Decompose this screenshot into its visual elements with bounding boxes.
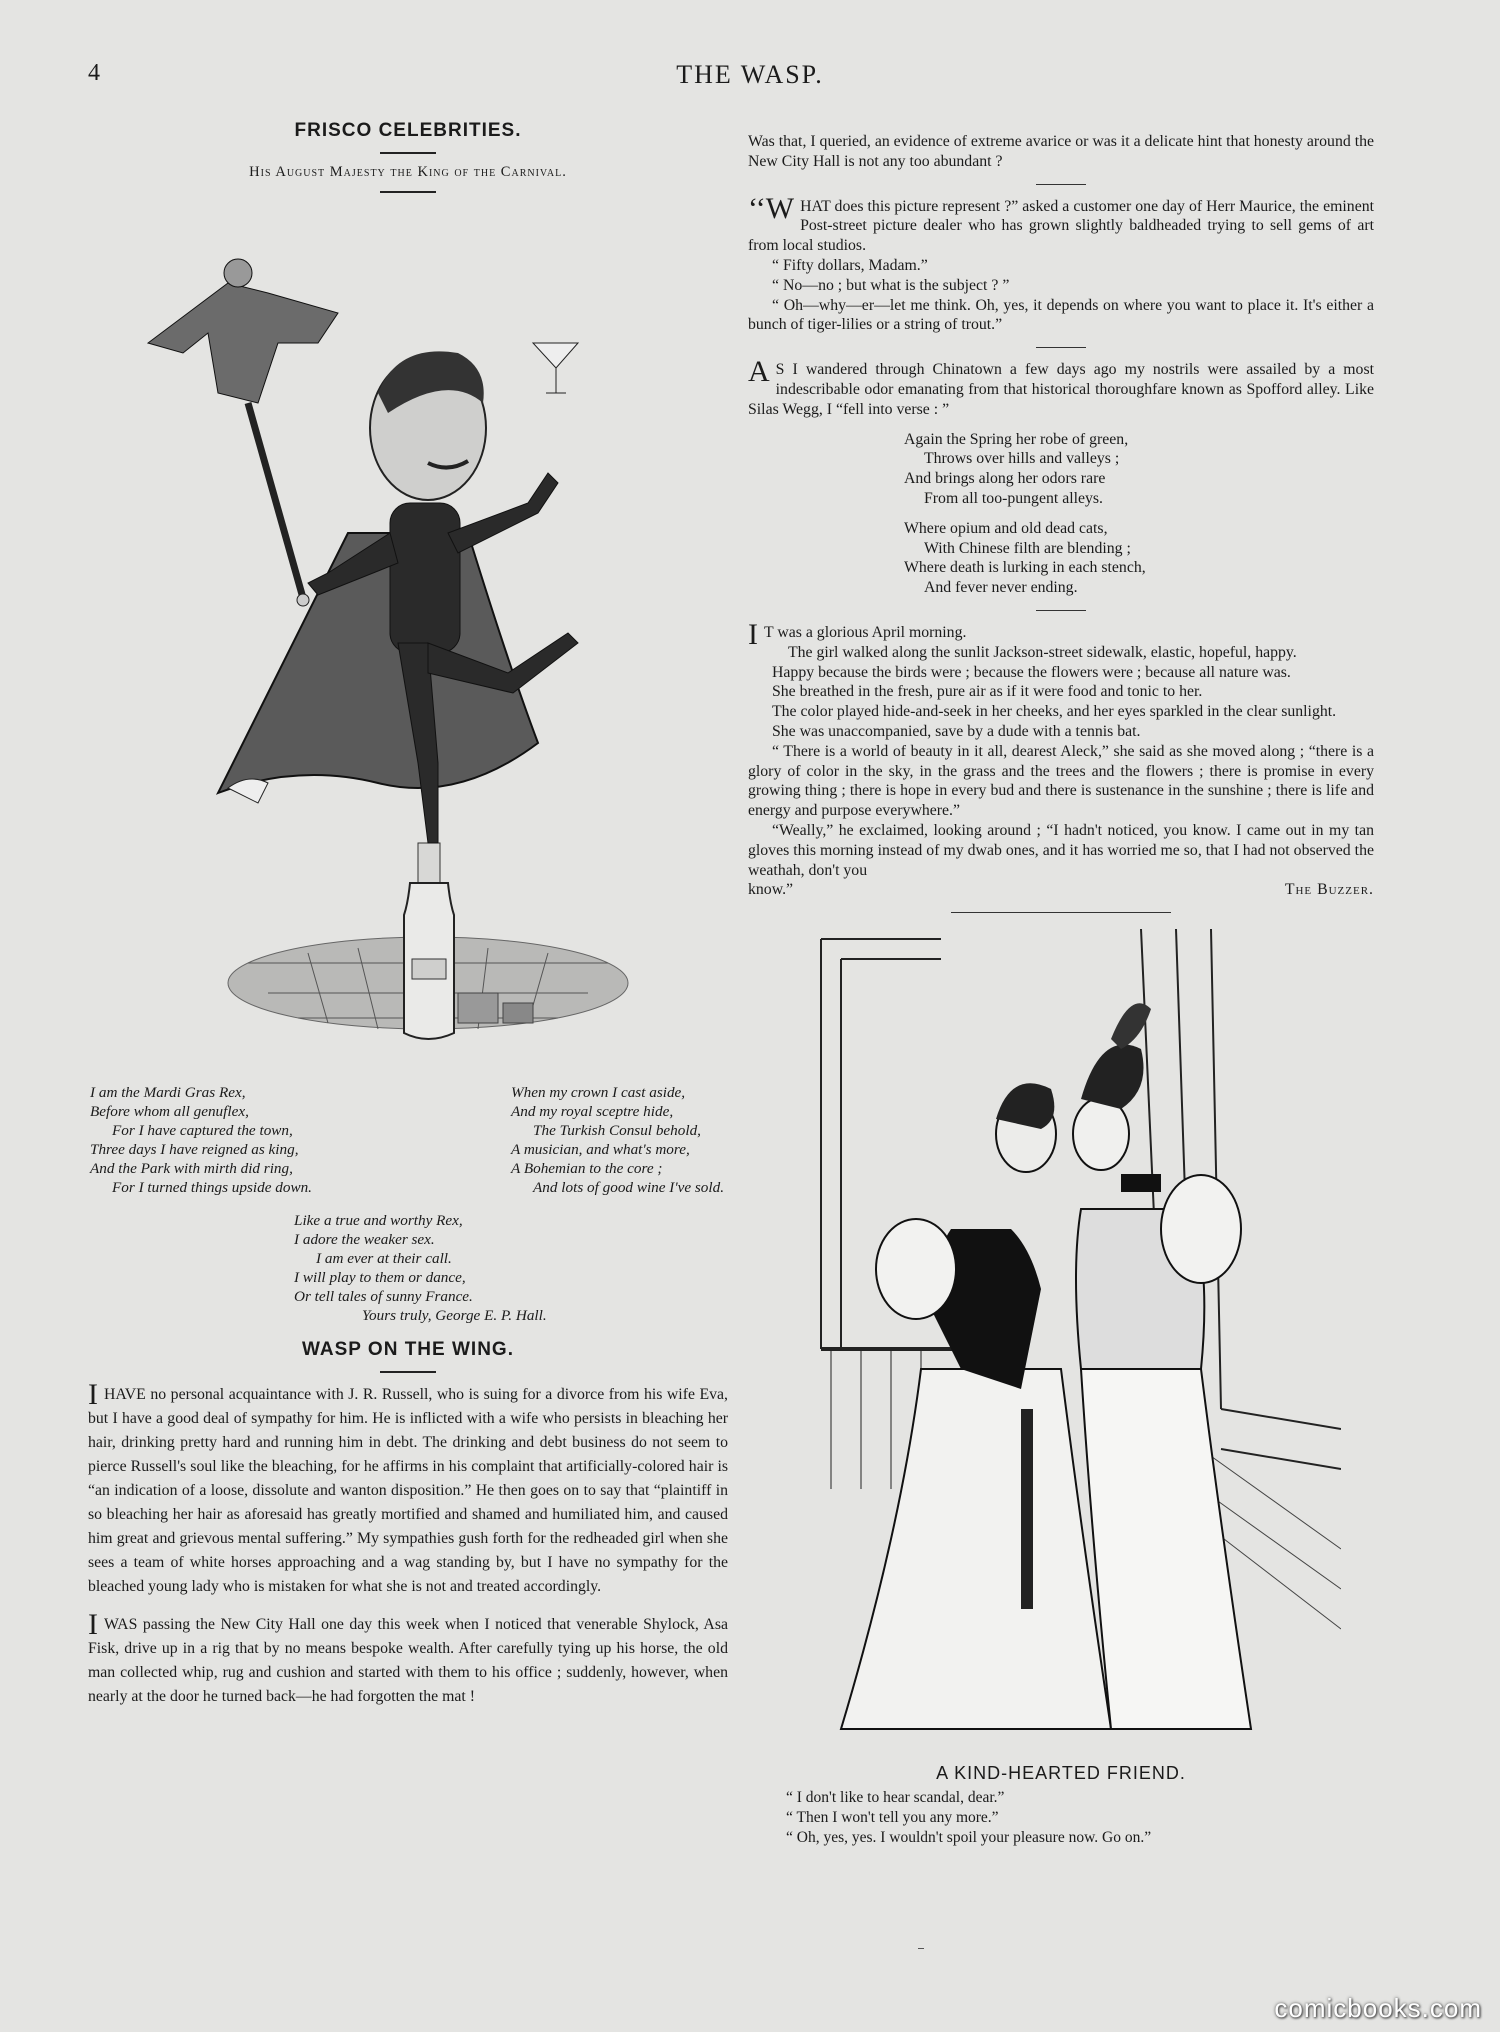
- cartoon-caption: [748, 1788, 1374, 1847]
- poem-line: And the Park with mirth did ring,: [90, 1160, 293, 1177]
- april-paragraph: “Weally,” he exclaimed, looking around ; “I hadn't noticed, you know. I came out in my tan gloves this morning instead of my dwab ones, and it has worried me so, that I had not observed the weathah, don't you: [748, 821, 1374, 879]
- verse-line: Throws over hills and valleys ;: [924, 450, 1120, 468]
- april-paragraph: “ There is a world of beauty in it all, dearest Aleck,” she said as she moved along ; “there is a glory of color in the sky, in the grass and the trees and the flowers ; there is promise in every growing thing ; there is hope in every bud and there is sustenance in the sunshine ; there is life and energy and purpose everywhere.”: [748, 742, 1374, 820]
- poem-line: Before whom all genuflex,: [90, 1103, 249, 1120]
- poem-line: For I have captured the town,: [112, 1122, 293, 1139]
- poem-final-stanza: [294, 1211, 728, 1325]
- wine-bottle: [404, 843, 454, 1039]
- verse-line: And brings along her odors rare: [904, 470, 1106, 488]
- masthead: THE WASP.: [676, 60, 824, 89]
- poem-line: I am ever at their call.: [316, 1250, 452, 1267]
- page-mark: [918, 1948, 924, 1949]
- poem-line: And lots of good wine I've sold.: [533, 1179, 724, 1196]
- champagne-glass: [533, 343, 578, 393]
- chinatown-paragraph: [748, 355, 1374, 419]
- april-paragraph: The girl walked along the sunlit Jackson-street sidewalk, elastic, hopeful, happy.: [788, 643, 1297, 661]
- caption-line: “ Then I won't tell you any more.”: [786, 1809, 999, 1827]
- dialogue-line: “ No—no ; but what is the subject ? ”: [772, 276, 1010, 294]
- sceptre: [248, 403, 309, 606]
- poem-signature: Yours truly, George E. P. Hall.: [362, 1307, 547, 1324]
- buzzer-signoff: [748, 880, 1374, 900]
- drop-cap: ‘‘W: [748, 191, 795, 225]
- wasp-rule: [380, 1371, 436, 1373]
- section-rule: [1036, 610, 1086, 611]
- frisco-title: FRISCO CELEBRITIES.: [294, 120, 522, 141]
- wasp-paragraph-1: [88, 1378, 728, 1599]
- wasp-title: WASP ON THE WING.: [302, 1339, 514, 1360]
- paragraph-text: WAS passing the New City Hall one day this week when I noticed that venerable Shylock, Asa Fisk, drive up in a rig that by no means bespoke wealth. After carefully tying up his horse, the old man collected whip, rug and cushion and started with them to his office ; suddenly, however, when nearly at the door he turned back—he had forgotten the mat !: [88, 1616, 728, 1705]
- king-head: [370, 351, 486, 500]
- poem-line: Like a true and worthy Rex,: [294, 1212, 463, 1229]
- subtitle-rule: [380, 191, 436, 193]
- verse-line: From all too-pungent alleys.: [924, 489, 1104, 507]
- poem-line: And my royal sceptre hide,: [511, 1103, 674, 1120]
- paragraph-text: HAT does this picture represent ?” asked a customer one day of Herr Maurice, the eminent Post-street picture dealer who has grown slightly baldheaded trying to sell gems of art from local studios.: [748, 197, 1374, 255]
- watermark: comicbooks.com: [1274, 1993, 1482, 2023]
- poem-line: The Turkish Consul behold,: [533, 1122, 701, 1139]
- window-frame: [821, 929, 1341, 1469]
- paragraph-text: T was a glorious April morning.: [764, 623, 967, 641]
- verse-line: Again the Spring her robe of green,: [904, 430, 1129, 448]
- title-rule: [380, 152, 436, 154]
- poem-line: For I turned things upside down.: [112, 1179, 312, 1196]
- paragraph-text: HAVE no personal acquaintance with J. R. Russell, who is suing for a divorce from his wife Eva, but I have a good deal of sympathy for him. He is inflicted with a wife who persists in bleaching her hair, drinking pretty hard and running him in debt. The drinking and debt business do not seem to pierce Russell's soul like the bleaching, for he affirms in his complaint that artificially-colored hair is “an indication of a loose, dissolute and wanton disposition.” He then goes on to say that “plaintiff in so bleaching her hair as aforesaid has greatly mortified and shamed and humiliated him, and caused him great and grievous mental suffering.” My sympathies gush forth for the redheaded girl when she sees a team of white horses approaching and a wag standing by, but I have no sympathy for the bleached young lady who is mistaken for what she is not and treated accordingly.: [88, 1386, 728, 1595]
- section-rule: [1036, 347, 1086, 348]
- verse-line: And fever never ending.: [924, 579, 1078, 597]
- drop-cap: I: [88, 1608, 98, 1641]
- woman-right: [1073, 1004, 1251, 1730]
- poem-line: A Bohemian to the core ;: [511, 1160, 663, 1177]
- cartoon-title: A KIND-HEARTED FRIEND.: [936, 1763, 1186, 1784]
- poem-line: Three days I have reigned as king,: [90, 1141, 299, 1158]
- dialogue-line: “ Fifty dollars, Madam.”: [772, 256, 928, 274]
- left-column: [88, 120, 728, 1709]
- picture-paragraph: [748, 191, 1374, 256]
- poem-line: A musician, and what's more,: [511, 1141, 690, 1158]
- royal-cape: [218, 533, 538, 793]
- carnival-king-illustration: [128, 203, 688, 1063]
- poem-line: I will play to them or dance,: [294, 1269, 466, 1286]
- section-rule: [951, 912, 1171, 913]
- two-women-cartoon: [781, 929, 1341, 1749]
- verse-line: Where opium and old dead cats,: [904, 519, 1108, 537]
- frisco-subtitle: His August Majesty the King of the Carnival.: [249, 164, 567, 180]
- woman-left: [841, 1084, 1111, 1730]
- dialogue-line: “ Oh—why—er—let me think. Oh, yes, it depends on where you want to place it. It's either a bunch of tiger-lilies or a string of trout.”: [748, 296, 1374, 334]
- final-word: know.”: [748, 881, 794, 899]
- author-name: The Buzzer.: [1284, 881, 1374, 899]
- verse-line: With Chinese filth are blending ;: [924, 539, 1131, 557]
- drop-cap: I: [88, 1378, 98, 1411]
- paragraph-text: S I wandered through Chinatown a few days ago my nostrils were assailed by a most indescribable odor emanating from that historical thoroughfare known as Spofford alley. Like Silas Wegg, I “fell into verse : ”: [748, 361, 1374, 418]
- april-paragraph: She breathed in the fresh, pure air as if it were food and tonic to her.: [772, 683, 1203, 701]
- wasp-paragraph-2: [88, 1608, 728, 1709]
- poem-line: Or tell tales of sunny France.: [294, 1288, 473, 1305]
- drop-cap: A: [748, 355, 770, 389]
- april-first-line: [748, 617, 1374, 651]
- poem-left-stanza: [90, 1083, 312, 1197]
- poem-line: I am the Mardi Gras Rex,: [90, 1084, 246, 1101]
- poem-right-stanza: [511, 1083, 724, 1197]
- caption-line: “ I don't like to hear scandal, dear.”: [786, 1789, 1005, 1807]
- april-paragraph: She was unaccompanied, save by a dude with a tennis bat.: [772, 722, 1141, 740]
- right-column: [748, 132, 1374, 1848]
- city-hall-continuation: Was that, I queried, an evidence of extreme avarice or was it a delicate hint that honesty around the New City Hall is not any too abundant ?: [748, 133, 1374, 170]
- poem-line: When my crown I cast aside,: [511, 1084, 686, 1101]
- chinatown-verse-1: [904, 430, 1374, 509]
- chinatown-verse-2: [904, 519, 1374, 598]
- april-paragraph: Happy because the birds were ; because the flowers were ; because all nature was.: [772, 663, 1291, 681]
- eagle-ornament: [148, 259, 338, 403]
- king-poem: [88, 1083, 728, 1197]
- april-paragraph: The color played hide-and-seek in her cheeks, and her eyes sparkled in the clear sunlight.: [772, 703, 1337, 721]
- verse-line: Where death is lurking in each stench,: [904, 559, 1146, 577]
- drop-cap: I: [748, 617, 758, 651]
- poem-line: I adore the weaker sex.: [294, 1231, 435, 1248]
- caption-line: “ Oh, yes, yes. I wouldn't spoil your pleasure now. Go on.”: [786, 1828, 1152, 1846]
- section-rule: [1036, 184, 1086, 185]
- page-number: 4: [88, 60, 100, 86]
